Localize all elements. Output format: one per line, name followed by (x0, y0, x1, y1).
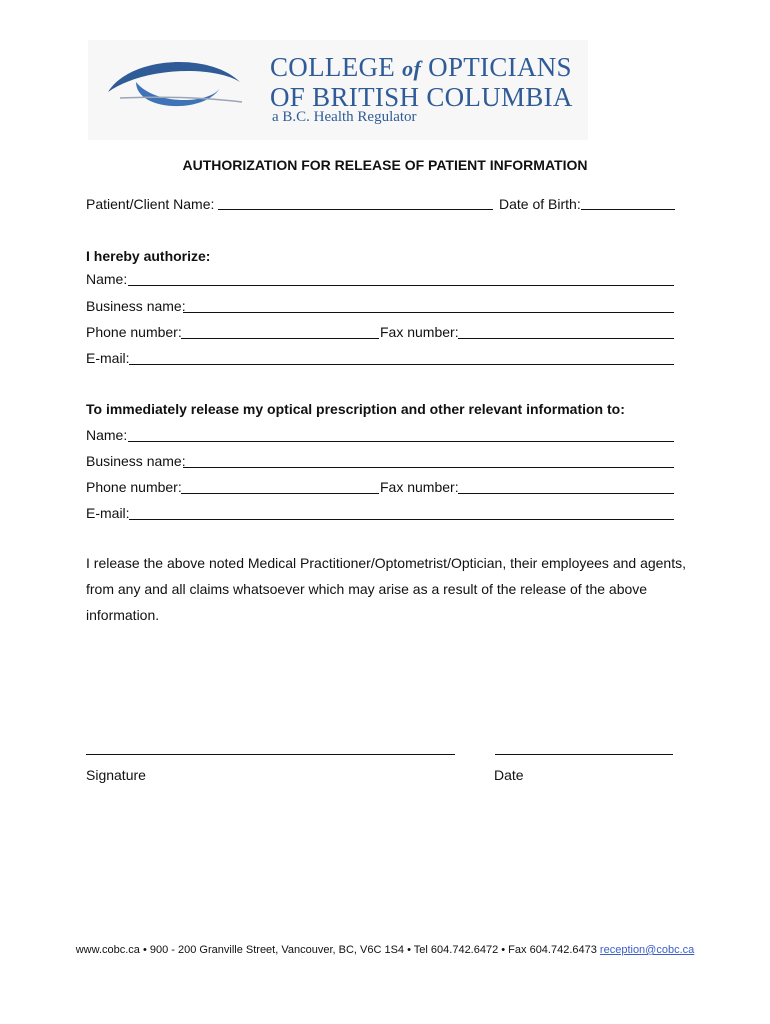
authorizer-fax-label: Fax number: (380, 324, 459, 340)
authorizer-fax-field[interactable] (458, 338, 674, 339)
authorizer-name-field[interactable] (128, 285, 674, 286)
date-of-birth-label: Date of Birth: (499, 196, 581, 212)
footer-contact (0, 944, 770, 956)
signature-label: Signature (86, 767, 146, 783)
release-statement: I release the above noted Medical Practitioner/Optometrist/Optician, their employees and agents, from any and all claims whatsoever which may arise as a result of the release of the above information. (86, 555, 686, 623)
recipient-name-label: Name: (86, 427, 128, 443)
authorizer-email-label: E-mail: (86, 350, 130, 366)
authorizer-email-field[interactable] (129, 364, 674, 365)
logo-title-line2: OF BRITISH COLUMBIA (270, 82, 573, 112)
authorizer-business-label: Business name: (86, 298, 186, 314)
recipient-phone-field[interactable] (181, 493, 379, 494)
eye-logo-icon (100, 52, 250, 116)
authorize-heading: I hereby authorize: (86, 248, 211, 264)
logo-title-line1: COLLEGE of OPTICIANS (270, 52, 572, 82)
recipient-phone-label: Phone number: (86, 479, 182, 495)
release-to-heading: To immediately release my optical prescription and other relevant information to: (86, 401, 625, 417)
patient-name-field[interactable] (218, 209, 493, 210)
authorizer-phone-field[interactable] (181, 338, 379, 339)
date-field[interactable] (495, 754, 673, 755)
recipient-business-field[interactable] (183, 467, 674, 468)
authorizer-name-label: Name: (86, 271, 128, 287)
date-of-birth-field[interactable] (581, 209, 675, 210)
date-label: Date (494, 767, 524, 783)
footer-email-link[interactable]: reception@cobc.ca (599, 944, 695, 956)
recipient-email-field[interactable] (129, 519, 674, 520)
authorizer-phone-label: Phone number: (86, 324, 182, 340)
recipient-fax-label: Fax number: (380, 479, 459, 495)
recipient-fax-field[interactable] (458, 493, 674, 494)
form-title: AUTHORIZATION FOR RELEASE OF PATIENT INFORMATION (182, 157, 588, 173)
patient-name-label: Patient/Client Name: (86, 196, 215, 212)
recipient-email-label: E-mail: (86, 505, 130, 521)
recipient-business-label: Business name: (86, 453, 186, 469)
recipient-name-field[interactable] (128, 441, 674, 442)
authorizer-business-field[interactable] (183, 312, 674, 313)
signature-field[interactable] (86, 754, 455, 755)
logo-subtitle: a B.C. Health Regulator (272, 109, 417, 125)
footer-address: www.cobc.ca • 900 - 200 Granville Street, Vancouver, BC, V6C 1S4 • Tel 604.742.6472 • Fax 604.742.6473 (75, 944, 600, 956)
